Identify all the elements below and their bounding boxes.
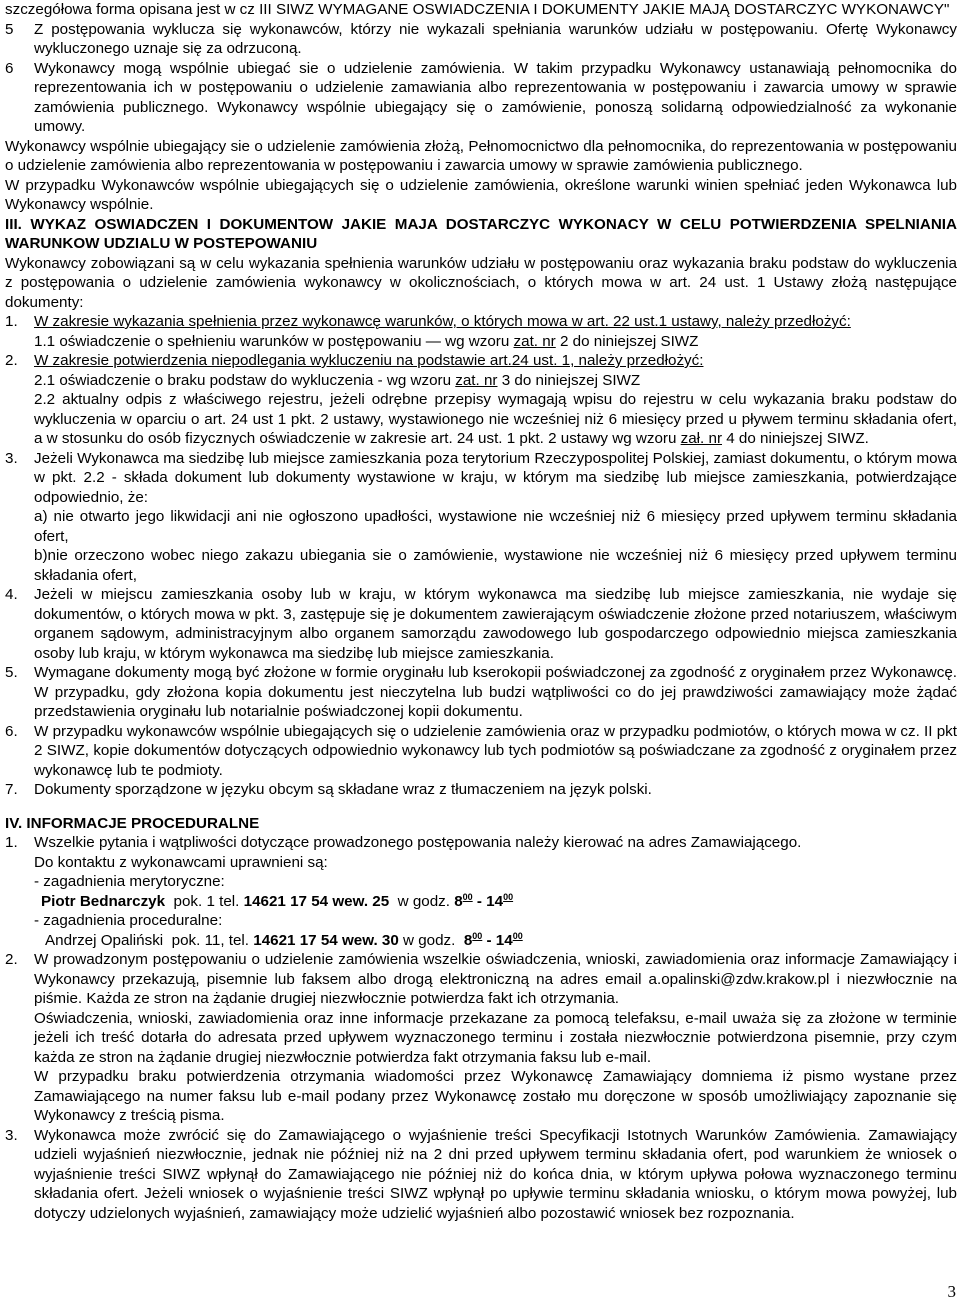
s3-item-6 [5, 722, 957, 781]
s4-item-2-paragraph-2: Oświadczenia, wnioski, zawiadomienia oraz inne informacje przekazane za pomocą telefaksu, e-mail uważa się za złożone w terminie jeżeli ich treść dotarła do adresata przed upływem wyznaczonego terminu i została niezwłocznie potwierdzona pisemnie, przy czym każda ze stron na żądanie drugiej niezwłocznie potwierdza fakt otrzymania faksu lub e-mail. [34, 1009, 957, 1066]
hours-start: 8 [454, 892, 463, 910]
section-4-heading: IV. INFORMACJE PROCEDURALNE [5, 814, 260, 832]
text: 2 do niniejszej SIWZ [559, 332, 699, 350]
s3-item-5 [5, 663, 957, 722]
attachment-ref: zat. nr [513, 332, 556, 350]
item-number: 1. [5, 834, 18, 851]
item-text: Dokumenty sporządzone w języku obcym są składane wraz z tłumaczeniem na język polski. [34, 781, 652, 798]
text: 4 do niniejszej SIWZ. [726, 430, 869, 447]
contact-hours-label: w godz. [397, 892, 450, 910]
contact-2 [5, 931, 957, 951]
attachment-ref: zał. nr [680, 430, 722, 447]
item-number: 4. [5, 586, 18, 603]
hours-end-min: 00 [512, 930, 523, 941]
s3-item-2 [5, 351, 957, 371]
topic-procedural: - zagadnienia proceduralne: [34, 912, 223, 929]
s3-item-3-b: b)nie orzeczono wobec niego zakazu ubiegania sie o zamówienie, wystawione nie wcześniej niż 6 miesięcy przed upływem terminu składania ofert, [34, 547, 957, 584]
s4-item-2 [5, 950, 957, 1009]
spacer [5, 800, 957, 814]
attachment-ref: zat. nr [455, 371, 498, 389]
section-3-heading: III. WYKAZ OSWIADCZEN I DOKUMENTOW JAKIE MAJA DOSTARCZYC WYKONACY W CELU POTWIERDZENIA SPELNIANIA WARUNKOW UDZIALU W POSTEPOWANIU [5, 215, 957, 252]
item-number: 1. [5, 313, 18, 330]
s3-item-1-1 [5, 332, 957, 352]
page-number: 3 [947, 1282, 956, 1301]
s3-item-3-a: a) nie otwarto jego likwidacji ani nie ogłoszono upadłości, wystawione nie wcześniej niż 6 miesięcy przed upływem terminu składania ofert, [34, 508, 957, 545]
contact-room: pok. 11, tel. [171, 931, 250, 949]
item-number: 3. [5, 1126, 18, 1144]
text: 2.1 oświadczenie o braku podstaw do wykluczenia - wg wzoru [34, 371, 452, 389]
item-text: Wszelkie pytania i wątpliwości dotyczące prowadzonego postępowania należy kierować na adres Zamawiającego. [34, 834, 802, 851]
s3-item-7 [5, 780, 957, 800]
item-number: 3. [5, 449, 18, 467]
contact-phone: 14621 17 54 wew. 25 [243, 892, 390, 910]
item-text: Z postępowania wyklucza się wykonawców, którzy nie wykazali spełniania warunków udziału w postępowaniu. Ofertę Wykonawcy wykluczonego uznaje się za odrzuconą. [34, 20, 957, 57]
list-item-5 [5, 20, 957, 59]
hours-end: - 14 [486, 931, 513, 949]
item-number: 5. [5, 664, 18, 681]
item-text: Jeżeli Wykonawca ma siedzibę lub miejsce zamieszkania poza terytorium Rzeczypospolitej Polskiej, zamiast dokumentu, o którym mowa w pkt. 2.2 - składa dokument lub dokumenty wystawione w kraju, w którym ma siedzibę lub miejsce zamieszkania, potwierdzające odpowiednio, że: [34, 449, 957, 506]
item-text: Jeżeli w miejscu zamieszkania osoby lub w kraju, w którym wykonawca ma siedzibę lub miejsce zamieszkania, nie wydaje się dokumentów, o których mowa w pkt. 3, zastępuje się je dokumentem zawierającym oświadczenie złożone przed notariuszem, właściwym organem sądowym, administracyjnym albo organem samorządu zawodowego lub gospodarczego odpowiednio miejsca zamieszkania osoby lub kraju, w którym wykonawca ma siedzibę lub miejsce zamieszkania. [34, 586, 957, 662]
contact-hours-label: w godz. [403, 931, 456, 949]
item-number: 5 [5, 20, 14, 38]
item-text: W prowadzonym postępowaniu o udzielenie zamówienia wszelkie oświadczenia, wnioski, zawiadomienia oraz informacje Zamawiający i Wykonawcy przekazują, pisemnie lub faksem albo drogą elektroniczną na adres email a.opalinski@zdw.krakow.pl i niezwłocznie na piśmie. Każda ze stron na żądanie drugiej niezwłocznie potwierdza fakt ich otrzymania. [34, 951, 957, 1007]
section-3-intro: Wykonawcy zobowiązani są w celu wykazania spełnienia warunków udziału w postępowaniu oraz wykazania braku podstaw do wykluczenia z postępowania o udzielenie zamówienia wykonawcy w okolicznościach, o których mowa w art. 24 ust. 1 Ustawy złożą następujące dokumenty: [5, 254, 957, 311]
intro-paragraph: szczegółowa forma opisana jest w cz III SIWZ WYMAGANE OSWIADCZENIA I DOKUMENTY JAKIE MAJĄ DOSTARCZYC WYKONAWCY" [5, 1, 950, 18]
hours-end-min: 00 [503, 891, 514, 902]
item-number: 6. [5, 722, 18, 740]
document-page [5, 0, 957, 1223]
s4-item-3 [5, 1126, 957, 1224]
joint-bidders-paragraph: Wykonawcy wspólnie ubiegający sie o udzielenie zamówienia złożą, Pełnomocnictwo dla pełnomocnika, do reprezentowania w postępowaniu o udzielenie zamówienia albo reprezentowania w postępowaniu i zawarcia umowy w sprawie zamówienia publicznego. [5, 137, 957, 174]
item-text: Wymagane dokumenty mogą być złożone w formie oryginału lub kserokopii poświadczonej za zgodność z oryginałem przez Wykonawcę. W przypadku, gdy złożona kopia dokumentu jest nieczytelna lub budzi wątpliwości co do jej prawdziwości zamawiający może żądać przedstawienia oryginału lub notarialnie poświadczonej kopii dokumentu. [34, 664, 957, 720]
hours-start-min: 00 [462, 891, 473, 902]
item-text: Wykonawcy mogą wspólnie ubiegać sie o udzielenie zamówienia. W takim przypadku Wykonawcy ustanawiają pełnomocnika do reprezentowania ich w postępowaniu o udzielenie zamawiania albo reprezentowania w postępowaniu i zawarcia umowy w sprawie zamówienia publicznego. Wykonawcy wspólnie ubiegający się o zamówienie, ponoszą solidarną odpowiedzialność za wykonanie umowy. [34, 59, 957, 135]
text: 3 do niniejszej SIWZ [501, 371, 641, 389]
hours-end: - 14 [476, 892, 504, 910]
s4-item-2-paragraph-3: W przypadku braku potwierdzenia otrzymania wiadomości przez Wykonawcę Zamawiający domniema iż pismo wystane przez Zamawiającego na numer faksu lub e-mail podany przez Wykonawcę zostało mu doręczone w sposób umożliwiający zapoznanie się Wykonawcy z treścią pisma. [34, 1068, 957, 1124]
item-number: 2. [5, 951, 18, 968]
contact-1 [5, 892, 957, 912]
item-text: W przypadku wykonawców wspólnie ubiegających się o udzielenie zamówienia oraz w przypadku podmiotów, o których mowa w cz. II pkt 2 SIWZ, kopie dokumentów dotyczących odpowiednio wykonawcy lub tych podmiotów są poświadczane za zgodność z oryginałem przez wykonawcę lub te podmioty. [34, 722, 957, 779]
joint-conditions-paragraph: W przypadku Wykonawców wspólnie ubiegających się o udzielenie zamówienia, określone warunki winien spełniać jeden Wykonawca lub Wykonawcy wspólnie. [5, 176, 957, 213]
text: 2.2 aktualny odpis z właściwego rejestru, jeżeli odrębne przepisy wymagają wpisu do rejestru w celu wykazania braku podstaw do wykluczenia w oparciu o art. 24 ust 1 pkt. 2 ustawy, wystawionego nie wcześniej niż 6 miesięcy przed u pływem terminu składania ofert, a w stosunku do osób fizycznych oświadczenie w zakresie art. 24 ust. 1 pkt. 2 ustawy wg wzoru [34, 391, 957, 447]
list-item-6 [5, 59, 957, 137]
s3-item-2-1 [5, 371, 957, 391]
contact-name: Andrzej Opaliński [45, 931, 164, 949]
s4-item-1 [5, 833, 957, 853]
s3-item-4 [5, 585, 957, 663]
contact-phone: 14621 17 54 wew. 30 [253, 931, 399, 949]
contacts-intro: Do kontaktu z wykonawcami uprawnieni są: [34, 853, 328, 871]
s3-item-1 [5, 312, 957, 332]
item-number: 7. [5, 781, 18, 798]
item-number: 2. [5, 352, 18, 369]
topic-merit: - zagadnienia merytoryczne: [34, 873, 225, 890]
hours-start: 8 [463, 931, 473, 949]
text: 1.1 oświadczenie o spełnieniu warunków w postępowaniu — wg wzoru [34, 332, 510, 350]
hours-start-min: 00 [472, 930, 483, 941]
contact-name: Piotr Bednarczyk [41, 892, 166, 910]
s3-item-3 [5, 449, 957, 508]
item-number: 6 [5, 59, 14, 77]
item-text: Wykonawca może zwrócić się do Zamawiającego o wyjaśnienie treści Specyfikacji Istotnych Warunków Zamówienia. Zamawiający udzieli wyjaśnień niezwłocznie, jednak nie później niż na 2 dni przed upływem terminu składania ofert, pod warunkiem że wniosek o wyjaśnienie treści SIWZ wpłynął do Zamawiającego nie później niż do końca dnia, w którym upływa połowa wyznaczonego terminu składania ofert. Jeżeli wniosek o wyjaśnienie treści SIWZ wpłynął po upływie terminu składania wniosku, o którym mowa powyżej, lub dotyczy udzielonych wyjaśnień, zamawiający może udzielić wyjaśnień albo pozostawić wniosek bez rozpoznania. [34, 1126, 957, 1222]
item-text: W zakresie wykazania spełnienia przez wykonawcę warunków, o których mowa w art. 22 ust.1 ustawy, należy przedłożyć: [34, 313, 851, 330]
s3-item-2-2 [5, 390, 957, 449]
item-text: W zakresie potwierdzenia niepodlegania wykluczeniu na podstawie art.24 ust. 1, należy przedłożyć: [34, 352, 704, 369]
contact-room: pok. 1 [173, 892, 215, 910]
contact-tel-label: tel. [219, 892, 240, 910]
